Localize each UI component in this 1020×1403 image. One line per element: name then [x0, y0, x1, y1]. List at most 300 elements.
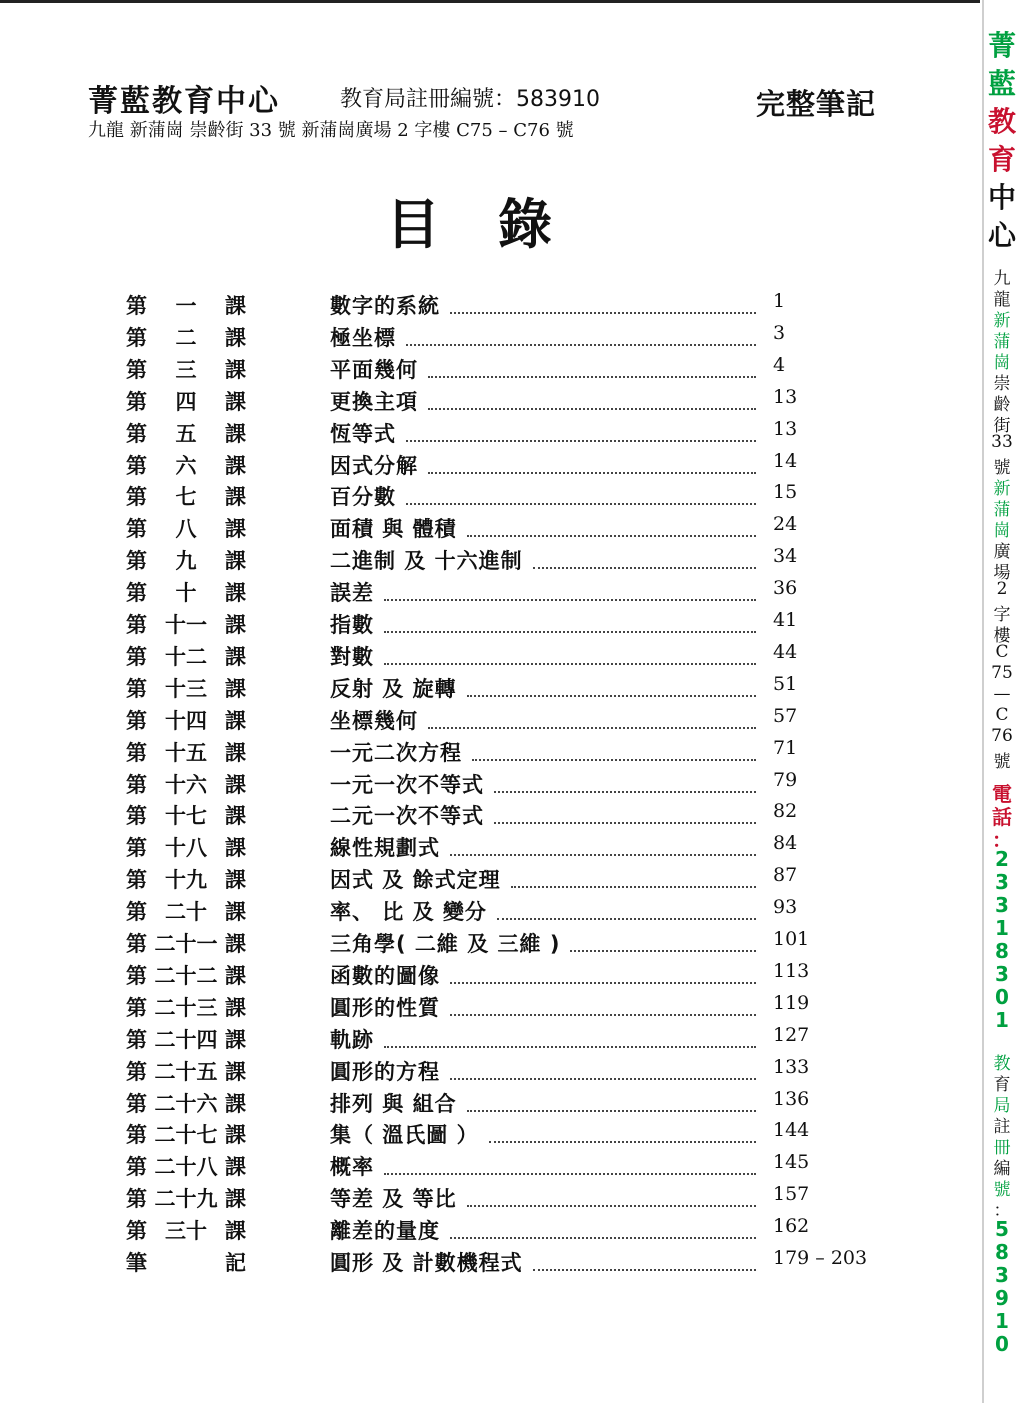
strip-address-char: 崇: [993, 374, 1011, 394]
strip-registration-digit: 3: [995, 1263, 1009, 1287]
lesson-number: [126, 737, 246, 767]
strip-address-char: 崗: [993, 353, 1011, 373]
lesson-prefix: 第: [126, 1059, 147, 1084]
dot-leader: [384, 585, 756, 601]
dot-leader: [570, 936, 756, 952]
strip-registration-label-char: 編: [993, 1159, 1011, 1179]
lesson-prefix: 第: [126, 294, 147, 318]
lesson-suffix: 課: [225, 963, 246, 988]
strip-address-char: 九: [993, 269, 1011, 289]
toc-row: [126, 705, 886, 737]
lesson-prefix: 第: [126, 932, 147, 956]
lesson-ordinal: [147, 1247, 225, 1277]
topic: [330, 1119, 756, 1149]
dot-leader: [467, 681, 756, 697]
toc-row: [126, 800, 886, 832]
strip-name-char: 教: [987, 105, 1016, 138]
lesson-prefix: 第: [126, 1123, 147, 1148]
lesson-ordinal: 十四: [165, 708, 207, 733]
lesson-suffix: 課: [225, 995, 246, 1020]
lesson-ordinal: 七: [175, 485, 197, 510]
topic: [330, 450, 756, 480]
lesson-suffix: 課: [225, 900, 246, 925]
lesson-ordinal: 二十二: [154, 963, 218, 988]
page-number: 162: [773, 1215, 810, 1238]
topic-title: 三角學( 二維 及 三維 ): [330, 932, 561, 956]
lesson-suffix: 課: [225, 1091, 246, 1116]
topic-title: 面積 與 體積: [330, 517, 457, 542]
lesson-suffix: 課: [225, 708, 246, 733]
page-number: 71: [773, 736, 798, 759]
lesson-prefix: 第: [126, 1187, 147, 1212]
topic-title: 數字的系統: [330, 294, 440, 318]
lesson-number: [126, 418, 246, 448]
strip-phone-digit: 1: [995, 916, 1009, 940]
topic: [330, 705, 756, 735]
lesson-number: [126, 992, 246, 1022]
lesson-ordinal: 二十六: [154, 1091, 218, 1116]
page-number: 157: [773, 1183, 810, 1206]
lesson-number: [126, 769, 246, 799]
strip-address-char: 33: [991, 432, 1013, 452]
lesson-prefix: 第: [126, 421, 147, 446]
strip-name-char: 菁: [987, 29, 1016, 62]
lesson-ordinal: 三: [175, 357, 197, 382]
toc-row: [126, 1056, 886, 1088]
lesson-suffix: 課: [225, 389, 246, 414]
strip-phone-digit: 3: [995, 962, 1009, 986]
lesson-prefix: 第: [126, 644, 147, 669]
strip-address-char: C: [995, 642, 1009, 662]
lesson-prefix: 第: [126, 453, 147, 478]
strip-address-char: 75: [991, 663, 1013, 683]
lesson-number: [126, 928, 246, 958]
strip-registration-digit: 0: [995, 1332, 1009, 1356]
lesson-number: [126, 1183, 246, 1213]
strip-address-char: 場: [993, 563, 1011, 583]
topic-title: 排列 與 組合: [330, 1091, 457, 1116]
dot-leader: [533, 553, 756, 569]
strip-name-char: 育: [987, 143, 1016, 176]
page-number: 84: [773, 832, 798, 855]
lesson-number: [126, 450, 246, 480]
topic: [330, 960, 756, 990]
lesson-ordinal: 三十: [165, 1219, 207, 1244]
dot-leader: [497, 904, 756, 920]
page-number: 15: [773, 481, 798, 504]
topic-title: 對數: [330, 644, 374, 669]
strip-address-char: 2: [996, 579, 1008, 599]
dot-leader: [384, 649, 756, 665]
dot-leader: [406, 489, 756, 505]
lesson-prefix: 第: [126, 357, 147, 382]
lesson-number: [126, 1024, 246, 1054]
page-number: 51: [773, 672, 798, 695]
page-number: 4: [773, 353, 786, 376]
page-number: 144: [773, 1119, 810, 1142]
lesson-number: [126, 513, 246, 543]
topic-title: 恆等式: [330, 421, 396, 446]
page-number: 127: [773, 1023, 810, 1046]
lesson-number: [126, 705, 246, 735]
page-number: 24: [773, 513, 798, 536]
lesson-suffix: 課: [225, 1219, 246, 1244]
toc-row: [126, 1151, 886, 1183]
lesson-suffix: 課: [225, 357, 246, 382]
strip-phone-digit: 1: [995, 1008, 1009, 1032]
topic: [330, 513, 756, 543]
lesson-suffix: 課: [225, 644, 246, 669]
page-number: 13: [773, 385, 798, 408]
lesson-number: [126, 896, 246, 926]
dot-leader: [494, 808, 756, 824]
lesson-prefix: 第: [126, 549, 147, 574]
topic: [330, 545, 756, 575]
lesson-prefix: 第: [126, 708, 147, 733]
lesson-suffix: 課: [225, 772, 246, 797]
dot-leader: [406, 426, 756, 442]
strip-registration-label-char: 教: [993, 1054, 1011, 1074]
strip-address-char: 樓: [993, 626, 1011, 646]
page-number: 57: [773, 704, 798, 727]
toc-row: [126, 769, 886, 801]
topic-title: 極坐標: [330, 325, 396, 350]
lesson-prefix: 筆: [126, 1251, 147, 1275]
strip-registration-label-char: 育: [993, 1075, 1011, 1095]
lesson-ordinal: 十五: [165, 740, 207, 765]
topic-title: 二進制 及 十六進制: [330, 549, 523, 574]
lesson-prefix: 第: [126, 804, 147, 829]
dot-leader: [450, 1223, 756, 1239]
center-name: 菁藍教育中心: [88, 84, 280, 119]
toc-row: [126, 450, 886, 482]
topic: [330, 322, 756, 352]
lesson-number: [126, 1088, 246, 1118]
dot-leader: [428, 458, 756, 474]
strip-address-char: 蒲: [993, 500, 1011, 520]
strip-address-char: C: [995, 705, 1009, 725]
lesson-number: [126, 1119, 246, 1149]
lesson-number: [126, 1056, 246, 1086]
lesson-prefix: 第: [126, 772, 147, 797]
lesson-number: [126, 354, 246, 384]
lesson-suffix: 課: [225, 740, 246, 765]
page-number: 133: [773, 1055, 810, 1078]
topic: [330, 641, 756, 671]
lesson-number: [126, 832, 246, 862]
dot-leader: [511, 872, 756, 888]
dot-leader: [428, 713, 756, 729]
strip-registration-label-char: 號: [993, 1180, 1011, 1200]
lesson-prefix: 第: [126, 517, 147, 542]
topic: [330, 1088, 756, 1118]
lesson-suffix: 課: [225, 1059, 246, 1084]
page-number: 36: [773, 577, 798, 600]
dot-leader: [450, 968, 756, 984]
dot-leader: [384, 617, 756, 633]
lesson-prefix: 第: [126, 995, 147, 1020]
strip-phone-digit: 8: [995, 939, 1009, 963]
lesson-ordinal: 二十: [165, 900, 207, 925]
lesson-ordinal: 二十四: [154, 1027, 218, 1052]
lesson-number: [126, 481, 246, 511]
topic-title: 二元一次不等式: [330, 804, 484, 829]
lesson-prefix: 第: [126, 1027, 147, 1052]
strip-phone-label-char: ：: [992, 828, 1012, 852]
strip-address-char: 新: [993, 479, 1011, 499]
strip-name-char: 心: [987, 219, 1016, 252]
topic: [330, 1183, 756, 1213]
topic: [330, 673, 756, 703]
lesson-prefix: 第: [126, 389, 147, 414]
dot-leader: [428, 394, 756, 410]
lesson-number: [126, 577, 246, 607]
top-border-line: [0, 0, 980, 3]
lesson-suffix: 課: [225, 485, 246, 510]
strip-address-char: 76: [991, 726, 1013, 746]
lesson-prefix: 第: [126, 868, 147, 893]
lesson-ordinal: 十一: [165, 613, 207, 637]
dot-leader: [467, 521, 756, 537]
toc-row: [126, 1119, 886, 1151]
topic-title: 因式 及 餘式定理: [330, 868, 501, 893]
toc-row: [126, 1215, 886, 1247]
dot-leader: [384, 1032, 756, 1048]
lesson-prefix: 第: [126, 613, 147, 637]
lesson-number: [126, 545, 246, 575]
lesson-number: [126, 1247, 246, 1277]
strip-registration-digit: 9: [995, 1286, 1009, 1310]
lesson-suffix: 課: [225, 581, 246, 606]
topic: [330, 386, 756, 416]
lesson-suffix: 課: [225, 294, 246, 318]
strip-address-char: 崗: [993, 521, 1011, 541]
page-number: 13: [773, 417, 798, 440]
lesson-suffix: 課: [225, 613, 246, 637]
topic-title: 概率: [330, 1155, 374, 1180]
lesson-ordinal: 二十五: [154, 1059, 218, 1084]
strip-phone-digit: 3: [995, 870, 1009, 894]
dot-leader: [467, 1096, 756, 1112]
lesson-ordinal: 二: [175, 325, 197, 350]
strip-registration-digit: 5: [995, 1217, 1009, 1241]
page-number: 136: [773, 1087, 810, 1110]
topic-title: 反射 及 旋轉: [330, 676, 457, 701]
dot-leader: [384, 1159, 756, 1175]
toc-row: [126, 737, 886, 769]
strip-address-char: 號: [993, 752, 1011, 772]
lesson-number: [126, 673, 246, 703]
topic: [330, 896, 756, 926]
strip-address-char: 號: [993, 458, 1011, 478]
page-number: 87: [773, 864, 798, 887]
dot-leader: [533, 1255, 756, 1271]
page-number: 79: [773, 768, 798, 791]
strip-registration-label-char: 冊: [993, 1138, 1011, 1158]
topic: [330, 1056, 756, 1086]
strip-name-char: 中: [987, 181, 1016, 214]
topic-title: 軌跡: [330, 1027, 374, 1052]
toc-row: [126, 481, 886, 513]
dot-leader: [489, 1127, 756, 1143]
strip-address-char: 街: [993, 416, 1011, 436]
strip-address-char: 蒲: [993, 332, 1011, 352]
topic-title: 圓形的性質: [330, 995, 440, 1020]
registration-info: [340, 82, 600, 113]
lesson-suffix: 課: [225, 517, 246, 542]
topic-title: 圓形 及 計數機程式: [330, 1251, 523, 1275]
topic-title: 更換主項: [330, 389, 418, 414]
topic: [330, 609, 756, 639]
dot-leader: [406, 330, 756, 346]
lesson-number: [126, 609, 246, 639]
topic: [330, 1151, 756, 1181]
lesson-ordinal: 十六: [165, 772, 207, 797]
notes-title: 完整筆記: [756, 87, 877, 121]
lesson-prefix: 第: [126, 676, 147, 701]
toc-row: [126, 864, 886, 896]
topic: [330, 1024, 756, 1054]
topic-title: 率、 比 及 變分: [330, 900, 487, 925]
lesson-prefix: 第: [126, 836, 147, 861]
topic: [330, 992, 756, 1022]
strip-address-char: 龍: [993, 290, 1011, 310]
lesson-suffix: 課: [225, 804, 246, 829]
page-title: 目錄: [386, 193, 610, 256]
topic: [330, 737, 756, 767]
lesson-number: [126, 864, 246, 894]
lesson-prefix: 第: [126, 1155, 147, 1180]
lesson-ordinal: 二十一: [154, 932, 218, 956]
topic-title: 百分數: [330, 485, 396, 510]
page-number: 179 – 203: [773, 1247, 868, 1269]
lesson-ordinal: 二十七: [154, 1123, 218, 1148]
toc-row: [126, 928, 886, 960]
lesson-ordinal: 四: [175, 389, 197, 414]
lesson-number: [126, 641, 246, 671]
lesson-suffix: 課: [225, 1123, 246, 1148]
lesson-prefix: 第: [126, 485, 147, 510]
lesson-suffix: 課: [225, 676, 246, 701]
strip-name-char: 藍: [987, 67, 1016, 100]
toc-row: [126, 577, 886, 609]
toc-row: [126, 641, 886, 673]
page-number: 119: [773, 991, 810, 1014]
topic: [330, 290, 756, 320]
strip-address-char: 齡: [993, 395, 1011, 415]
strip-phone-digit: 2: [995, 847, 1009, 871]
toc-row: [126, 322, 886, 354]
page-number: 101: [773, 928, 810, 950]
strip-phone-digit: 0: [995, 985, 1009, 1009]
lesson-suffix: 課: [225, 868, 246, 893]
lesson-ordinal: 八: [175, 517, 197, 542]
page-number: 1: [773, 290, 786, 312]
address: 九龍 新蒲崗 崇齡街 33 號 新蒲崗廣場 2 字樓 C75 – C76 號: [88, 120, 574, 141]
lesson-number: [126, 960, 246, 990]
lesson-prefix: 第: [126, 1091, 147, 1116]
dot-leader: [450, 1000, 756, 1016]
strip-address-char: 字: [993, 605, 1011, 625]
strip-registration-digit: 8: [995, 1240, 1009, 1264]
strip-address-char: 廣: [993, 542, 1011, 562]
lesson-suffix: 課: [225, 549, 246, 574]
topic-title: 坐標幾何: [330, 708, 418, 733]
topic: [330, 1215, 756, 1245]
dot-leader: [494, 777, 756, 793]
strip-address-char: 新: [993, 311, 1011, 331]
lesson-number: [126, 322, 246, 352]
lesson-ordinal: 二十九: [154, 1187, 218, 1212]
toc-row: [126, 832, 886, 864]
page-number: 44: [773, 640, 798, 663]
side-strip: [984, 0, 1020, 1403]
lesson-ordinal: 一: [175, 294, 197, 318]
lesson-ordinal: 十三: [165, 676, 207, 701]
dot-leader: [450, 840, 756, 856]
lesson-prefix: 第: [126, 740, 147, 765]
lesson-suffix: 課: [225, 1155, 246, 1180]
dot-leader: [450, 1064, 756, 1080]
lesson-prefix: 第: [126, 1219, 147, 1244]
topic-title: 指數: [330, 613, 374, 637]
lesson-suffix: 課: [225, 1187, 246, 1212]
lesson-number: [126, 290, 246, 320]
lesson-number: [126, 386, 246, 416]
page-number: 34: [773, 545, 798, 568]
lesson-prefix: 第: [126, 900, 147, 925]
page-number: 14: [773, 449, 798, 472]
lesson-prefix: 第: [126, 963, 147, 988]
registration-label: 教育局註冊編號：: [340, 87, 517, 112]
topic-title: 函數的圖像: [330, 963, 440, 988]
lesson-ordinal: 二十三: [154, 995, 218, 1020]
lesson-suffix: 課: [225, 836, 246, 861]
topic-title: 平面幾何: [330, 357, 418, 382]
toc-row: [126, 386, 886, 418]
lesson-suffix: 課: [225, 421, 246, 446]
page-number: 41: [773, 609, 798, 631]
toc-row: [126, 1088, 886, 1120]
topic: [330, 800, 756, 830]
strip-registration-label-char: ：: [993, 1201, 1011, 1221]
topic: [330, 928, 756, 958]
topic: [330, 832, 756, 862]
dot-leader: [428, 362, 756, 378]
lesson-ordinal: 十七: [165, 804, 207, 829]
topic: [330, 769, 756, 799]
toc-row: [126, 992, 886, 1024]
page-number: 82: [773, 800, 798, 823]
dot-leader: [450, 298, 756, 314]
lesson-suffix: 記: [225, 1251, 246, 1275]
dot-leader: [472, 745, 756, 761]
topic: [330, 577, 756, 607]
topic-title: 圓形的方程: [330, 1059, 440, 1084]
lesson-ordinal: 十: [175, 581, 197, 606]
topic-title: 線性規劃式: [330, 836, 440, 861]
toc-row: [126, 960, 886, 992]
toc-row: [126, 1183, 886, 1215]
topic: [330, 418, 756, 448]
lesson-number: [126, 800, 246, 830]
topic-title: 離差的量度: [330, 1219, 440, 1244]
dot-leader: [467, 1191, 756, 1207]
strip-registration-label-char: 註: [993, 1117, 1011, 1137]
toc-row: [126, 1024, 886, 1056]
topic: [330, 481, 756, 511]
toc-row: [126, 1247, 886, 1279]
